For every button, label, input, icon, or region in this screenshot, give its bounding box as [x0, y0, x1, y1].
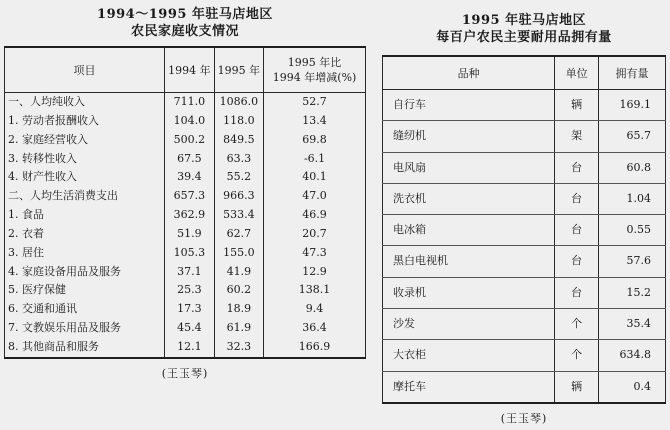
- row-amount: 634.8: [599, 340, 666, 371]
- row-value-1995: 32.3: [214, 338, 264, 358]
- row-value-1994: 12.1: [165, 338, 215, 358]
- table-row: [5, 338, 366, 358]
- header-item: 项目: [5, 47, 165, 93]
- row-item-name: 1. 食品: [5, 206, 165, 225]
- row-item-name: 4. 财产性收入: [5, 168, 165, 187]
- row-value-1995: 966.3: [214, 187, 264, 206]
- row-unit: 架: [555, 121, 599, 152]
- table-row: [5, 168, 366, 187]
- row-unit: 辆: [555, 371, 599, 403]
- row-amount: 65.7: [599, 121, 666, 152]
- row-item-name: 二、人均生活消费支出: [5, 187, 165, 206]
- table-row: [5, 112, 366, 131]
- row-value-1995: 118.0: [214, 112, 264, 131]
- row-variety-name: 洗衣机: [383, 183, 555, 214]
- header-change-line2: 1994 年增减(%): [272, 71, 357, 84]
- table-row: [5, 225, 366, 244]
- table-row: [5, 300, 366, 319]
- row-item-name: 6. 交通和通讯: [5, 300, 165, 319]
- row-value-1995: 18.9: [214, 300, 264, 319]
- row-variety-name: 电冰箱: [383, 215, 555, 246]
- row-value-1995: 41.9: [214, 263, 264, 282]
- row-value-1994: 105.3: [165, 244, 215, 263]
- row-value-change: 52.7: [264, 93, 366, 112]
- row-value-change: -6.1: [264, 150, 366, 169]
- row-amount: 35.4: [599, 309, 666, 340]
- row-value-1995: 155.0: [214, 244, 264, 263]
- table-row: [5, 131, 366, 150]
- table-row: [383, 371, 666, 403]
- row-amount: 57.6: [599, 246, 666, 277]
- row-variety-name: 收录机: [383, 277, 555, 308]
- row-amount: 15.2: [599, 277, 666, 308]
- row-amount: 1.04: [599, 183, 666, 214]
- durable-goods-table: [382, 55, 666, 404]
- table-row: [383, 152, 666, 183]
- header-amount: 拥有量: [599, 56, 666, 90]
- row-value-change: 12.9: [264, 263, 366, 282]
- header-unit: 单位: [555, 56, 599, 90]
- row-item-name: 7. 文教娱乐用品及服务: [5, 319, 165, 338]
- income-table-title-line1: 1994～1995 年驻马店地区: [97, 7, 273, 22]
- row-item-name: 3. 居住: [5, 244, 165, 263]
- right-author: (王玉琴): [500, 411, 548, 425]
- row-value-1995: 533.4: [214, 206, 264, 225]
- table-row: [383, 121, 666, 152]
- income-expenditure-panel: [4, 0, 366, 381]
- header-1995: 1995 年: [214, 47, 264, 93]
- row-variety-name: 缝纫机: [383, 121, 555, 152]
- row-value-change: 69.8: [264, 131, 366, 150]
- row-item-name: 2. 家庭经营收入: [5, 131, 165, 150]
- row-value-1994: 67.5: [165, 150, 215, 169]
- row-item-name: 2. 衣着: [5, 225, 165, 244]
- row-variety-name: 摩托车: [383, 371, 555, 403]
- row-unit: 台: [555, 152, 599, 183]
- row-value-1994: 45.4: [165, 319, 215, 338]
- table-row: [383, 183, 666, 214]
- table-row: [383, 246, 666, 277]
- row-value-1995: 62.7: [214, 225, 264, 244]
- durable-goods-panel: [382, 0, 666, 426]
- table-row: [5, 206, 366, 225]
- row-value-1995: 1086.0: [214, 93, 264, 112]
- table-row: [5, 150, 366, 169]
- row-value-change: 138.1: [264, 281, 366, 300]
- row-unit: 台: [555, 277, 599, 308]
- row-value-1994: 104.0: [165, 112, 215, 131]
- row-value-1995: 63.3: [214, 150, 264, 169]
- row-variety-name: 电风扇: [383, 152, 555, 183]
- table-row: [383, 90, 666, 121]
- row-unit: 个: [555, 340, 599, 371]
- row-value-change: 20.7: [264, 225, 366, 244]
- row-value-1994: 39.4: [165, 168, 215, 187]
- row-value-1994: 51.9: [165, 225, 215, 244]
- row-value-1994: 25.3: [165, 281, 215, 300]
- header-1994: 1994 年: [165, 47, 215, 93]
- header-change: [264, 47, 366, 93]
- table-row: [5, 187, 366, 206]
- table-row: [5, 244, 366, 263]
- row-item-name: 一、人均纯收入: [5, 93, 165, 112]
- left-author: (王玉琴): [161, 366, 209, 380]
- row-item-name: 5. 医疗保健: [5, 281, 165, 300]
- row-value-1994: 17.3: [165, 300, 215, 319]
- row-amount: 0.4: [599, 371, 666, 403]
- row-value-change: 46.9: [264, 206, 366, 225]
- row-value-1994: 37.1: [165, 263, 215, 282]
- row-value-change: 36.4: [264, 319, 366, 338]
- row-value-1994: 711.0: [165, 93, 215, 112]
- row-unit: 台: [555, 246, 599, 277]
- row-unit: 台: [555, 183, 599, 214]
- row-unit: 个: [555, 309, 599, 340]
- row-item-name: 4. 家庭设备用品及服务: [5, 263, 165, 282]
- row-value-change: 40.1: [264, 168, 366, 187]
- table-row: [383, 309, 666, 340]
- row-value-1995: 60.2: [214, 281, 264, 300]
- table-header-row: [383, 56, 666, 90]
- row-variety-name: 大衣柜: [383, 340, 555, 371]
- durables-table-title-line2: 每百户农民主要耐用品拥有量: [436, 30, 612, 45]
- table-row: [5, 93, 366, 112]
- row-unit: 台: [555, 215, 599, 246]
- row-value-1995: 61.9: [214, 319, 264, 338]
- table-row: [383, 340, 666, 371]
- table-row: [5, 263, 366, 282]
- row-value-change: 13.4: [264, 112, 366, 131]
- row-amount: 60.8: [599, 152, 666, 183]
- row-value-change: 9.4: [264, 300, 366, 319]
- table-header-row: [5, 47, 366, 93]
- durables-table-title-line1: 1995 年驻马店地区: [461, 13, 587, 28]
- table-row: [383, 215, 666, 246]
- row-value-1995: 55.2: [214, 168, 264, 187]
- row-value-1994: 657.3: [165, 187, 215, 206]
- row-unit: 辆: [555, 90, 599, 121]
- row-value-1995: 849.5: [214, 131, 264, 150]
- table-row: [383, 277, 666, 308]
- row-item-name: 1. 劳动者报酬收入: [5, 112, 165, 131]
- row-value-change: 47.3: [264, 244, 366, 263]
- row-amount: 169.1: [599, 90, 666, 121]
- row-item-name: 8. 其他商品和服务: [5, 338, 165, 358]
- income-table-title-line2: 农民家庭收支情况: [130, 24, 239, 39]
- row-variety-name: 自行车: [383, 90, 555, 121]
- row-item-name: 3. 转移性收入: [5, 150, 165, 169]
- header-variety: 品种: [383, 56, 555, 90]
- row-value-change: 47.0: [264, 187, 366, 206]
- row-variety-name: 黑白电视机: [383, 246, 555, 277]
- table-row: [5, 319, 366, 338]
- table-row: [5, 281, 366, 300]
- row-value-1994: 500.2: [165, 131, 215, 150]
- row-amount: 0.55: [599, 215, 666, 246]
- row-variety-name: 沙发: [383, 309, 555, 340]
- row-value-change: 166.9: [264, 338, 366, 358]
- income-expenditure-table: [4, 46, 366, 359]
- header-change-line1: 1995 年比: [287, 56, 342, 69]
- row-value-1994: 362.9: [165, 206, 215, 225]
